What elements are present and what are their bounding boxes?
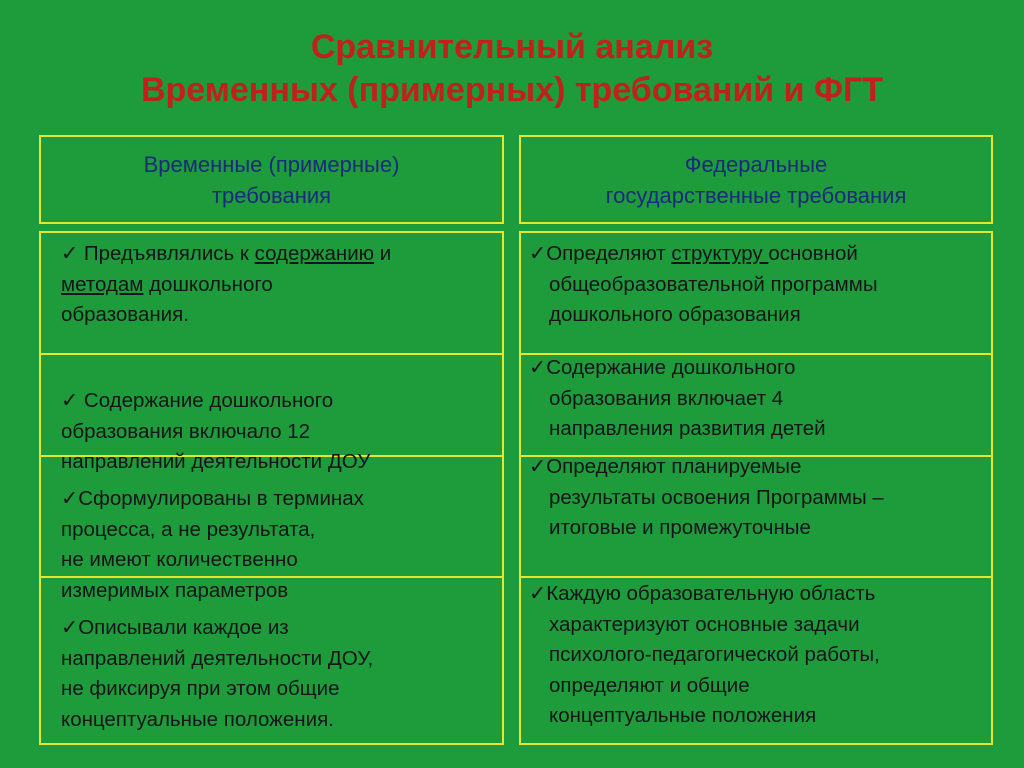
title-line-1: Сравнительный анализ xyxy=(310,28,714,66)
underlined-word-structure: структуру xyxy=(671,242,769,265)
title-line-2: Временных (примерных) требований и ФГТ xyxy=(140,71,884,109)
right-cell-3: ✓Определяют планируемые результаты освоения Программы – итоговые и промежуточные xyxy=(529,455,884,539)
left-header-box xyxy=(39,135,504,224)
check-icon: ✓ xyxy=(61,616,79,639)
left-cell-2: ✓ Содержание дошкольного образования включало 12 направлений деятельности ДОУ xyxy=(61,389,371,473)
check-icon: ✓ xyxy=(61,389,79,412)
check-icon: ✓ xyxy=(529,356,547,379)
left-header-line-2: требования xyxy=(211,182,332,208)
left-1-line-1: ✓ Предъявлялись к содержанию и xyxy=(61,242,392,265)
check-icon: ✓ xyxy=(529,582,547,605)
check-icon: ✓ xyxy=(529,455,547,478)
underlined-word-content: содержанию xyxy=(254,242,375,265)
right-header-line-1: Федеральные xyxy=(684,151,828,177)
left-1-line-3: образования. xyxy=(61,303,189,326)
underlined-word-methods: методам xyxy=(61,272,144,296)
left-cell-3: ✓Сформулированы в терминах процесса, а не результата, не имеют количественно измеримых параметров xyxy=(61,487,364,602)
left-cell-4: ✓Описывали каждое из направлений деятельности ДОУ, не фиксируя при этом общие концептуальные положения. xyxy=(61,616,374,731)
right-cell-2: ✓Содержание дошкольного образования включает 4 направления развития детей xyxy=(529,356,826,440)
right-cell-1: ✓Определяют структуру основной общеобразовательной программы дошкольного образования xyxy=(529,242,878,326)
right-header-line-2: государственные требования xyxy=(605,182,907,208)
left-1-line-2: методам дошкольного xyxy=(61,272,273,296)
check-icon: ✓ xyxy=(61,242,79,265)
check-icon: ✓ xyxy=(61,487,79,510)
right-cell-4: ✓Каждую образовательную область характеризуют основные задачи психолого-педагогической работы, определяют и общие концептуальные положения xyxy=(529,582,880,727)
slide-title xyxy=(0,26,1024,112)
left-header-line-1: Временные (примерные) xyxy=(143,151,400,177)
left-cell-1 xyxy=(41,239,502,331)
check-icon: ✓ xyxy=(529,242,547,265)
right-header-box xyxy=(519,135,993,224)
